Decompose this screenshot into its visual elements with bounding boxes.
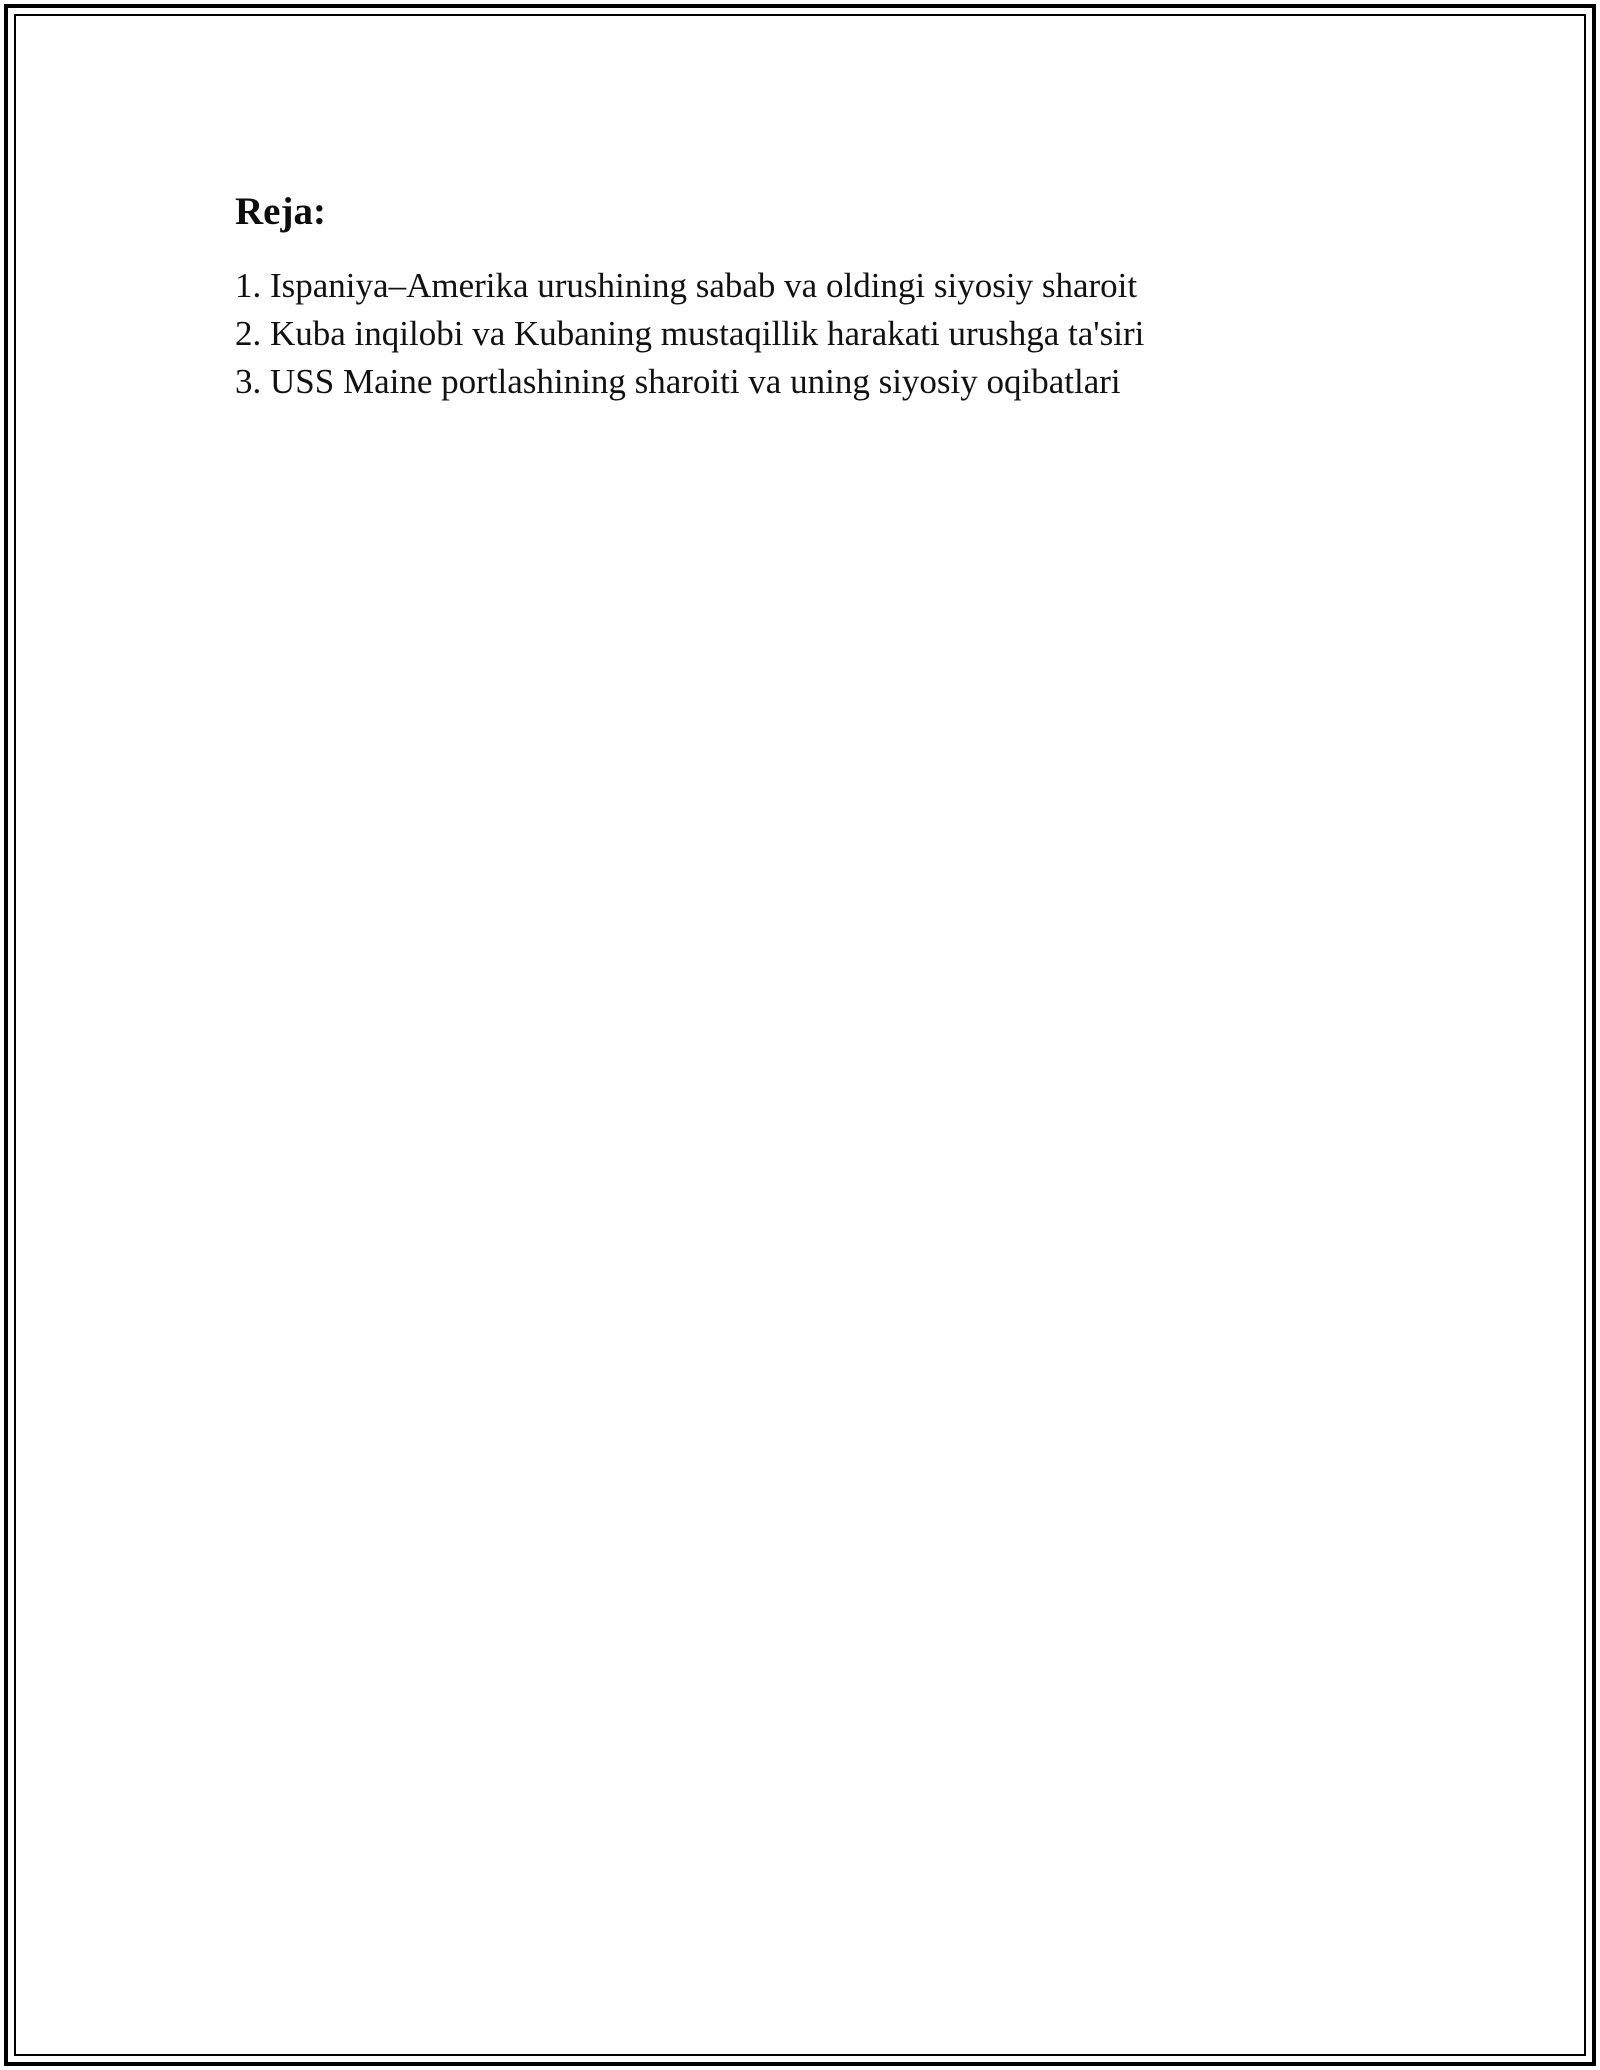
plan-item-3 — [235, 358, 1415, 406]
plan-item-number: 3. — [235, 362, 262, 401]
plan-item-2 — [235, 310, 1415, 358]
plan-item-text: Ispaniya–Amerika urushining sabab va oldingi siyosiy sharoit — [270, 266, 1138, 305]
plan-heading: Reja: — [235, 190, 326, 233]
plan-item-number: 2. — [235, 314, 262, 353]
plan-item-number: 1. — [235, 266, 262, 305]
plan-item-1 — [235, 262, 1415, 310]
document-content — [235, 188, 1415, 406]
plan-item-text: Kuba inqilobi va Kubaning mustaqillik harakati urushga ta'siri — [270, 314, 1145, 353]
plan-item-text: USS Maine portlashining sharoiti va uning siyosiy oqibatlari — [270, 362, 1121, 401]
plan-list — [235, 262, 1415, 406]
